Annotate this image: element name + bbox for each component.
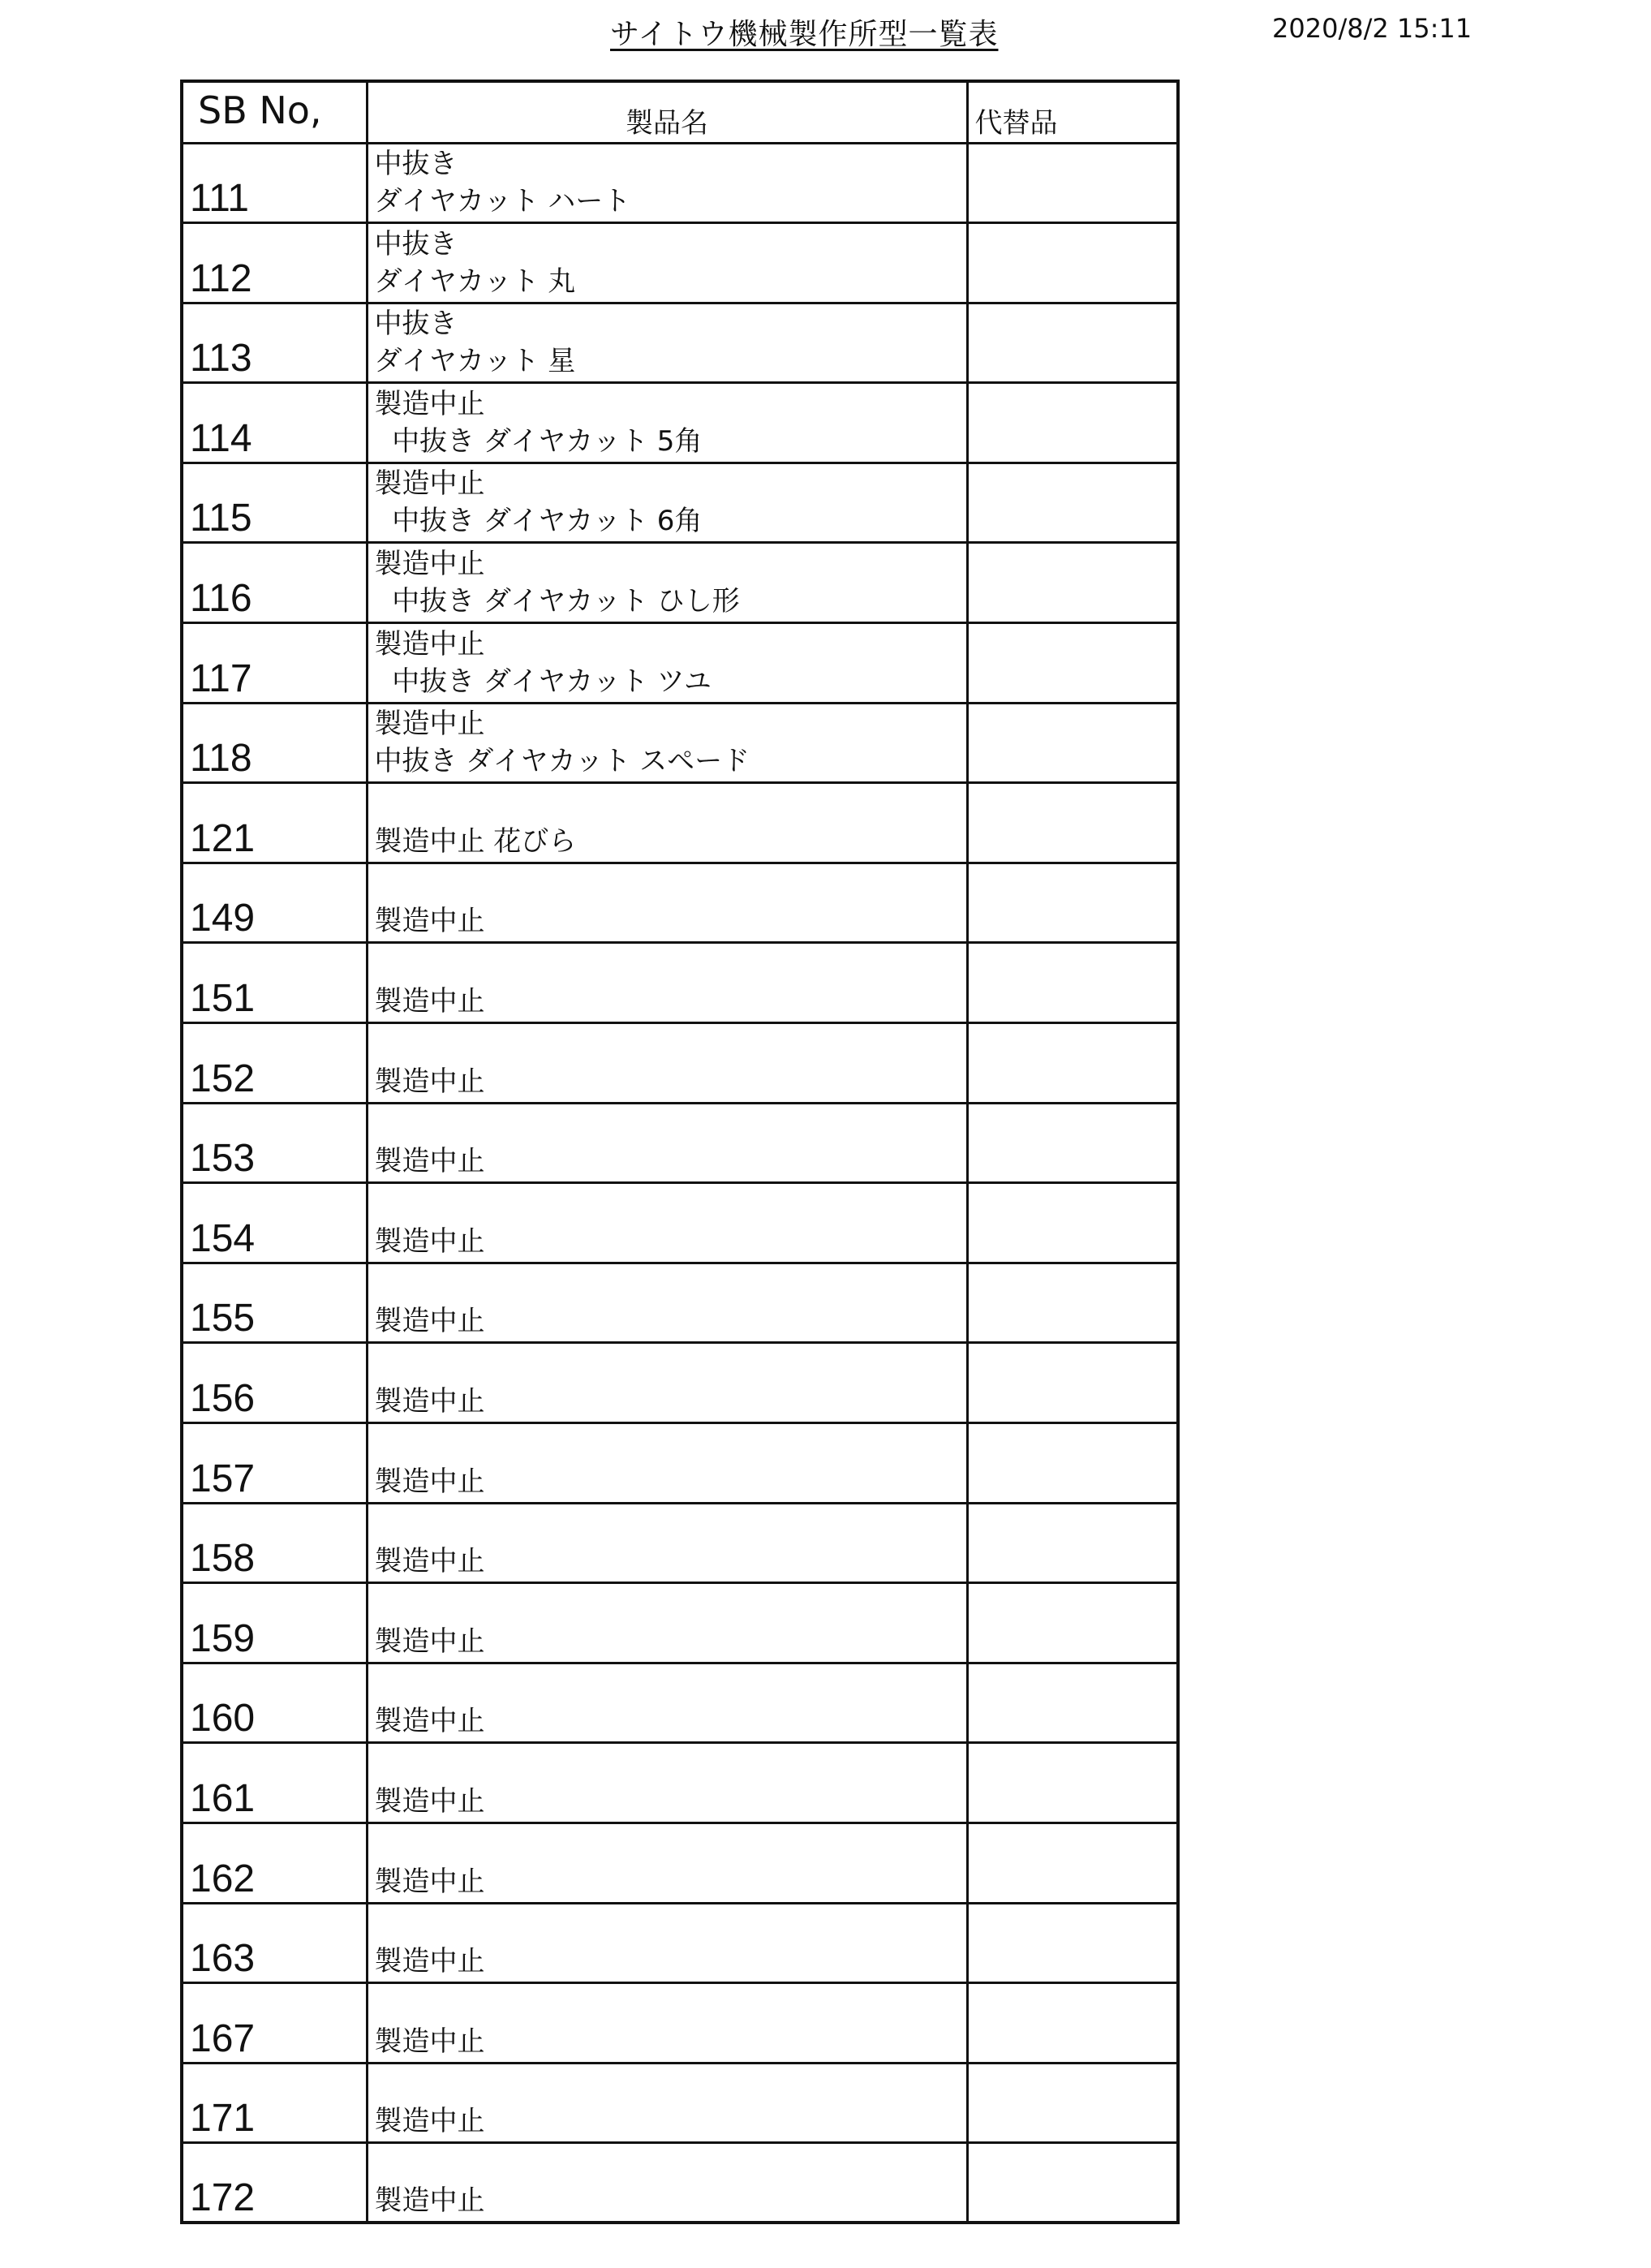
- product-name-cell: [367, 863, 967, 943]
- product-name-line: 中抜き ダイヤカット ツユ: [374, 665, 712, 698]
- sb-number-cell: 159: [182, 1583, 367, 1663]
- product-name-cell: [367, 1983, 967, 2064]
- sb-number-cell: 112: [182, 223, 367, 303]
- table-row: [182, 1503, 1178, 1583]
- product-name-cell: [367, 223, 967, 303]
- product-name-cell: [367, 1183, 967, 1263]
- column-header-substitute: 代替品: [967, 81, 1178, 143]
- substitute-cell: [967, 543, 1178, 623]
- product-name-line: 製造中止: [374, 2184, 485, 2218]
- product-name-line: 製造中止: [374, 1465, 485, 1498]
- sb-number-cell: 161: [182, 1743, 367, 1823]
- sb-number-cell: 158: [182, 1503, 367, 1583]
- substitute-cell: [967, 2143, 1178, 2223]
- sb-number-cell: 167: [182, 1983, 367, 2064]
- product-name-line: 中抜き ダイヤカット 6角: [374, 505, 703, 538]
- product-name-cell: [367, 143, 967, 223]
- product-name-cell: [367, 623, 967, 704]
- table-row: [182, 2143, 1178, 2223]
- product-name-cell: [367, 2063, 967, 2143]
- substitute-cell: [967, 1823, 1178, 1903]
- substitute-cell: [967, 223, 1178, 303]
- column-header-product-name: 製品名: [367, 81, 967, 143]
- product-name-line: ダイヤカット 丸: [374, 265, 576, 298]
- product-name-line: 製造中止: [374, 627, 485, 661]
- table-row: [182, 1903, 1178, 1983]
- substitute-cell: [967, 1343, 1178, 1423]
- product-name-cell: [367, 1583, 967, 1663]
- table-row: [182, 463, 1178, 543]
- substitute-cell: [967, 1583, 1178, 1663]
- substitute-cell: [967, 143, 1178, 223]
- substitute-cell: [967, 1023, 1178, 1104]
- table-row: [182, 1583, 1178, 1663]
- table-row: [182, 1743, 1178, 1823]
- product-name-cell: [367, 1023, 967, 1104]
- product-name-cell: [367, 1823, 967, 1903]
- product-name-cell: [367, 463, 967, 543]
- product-name-line: 中抜き ダイヤカット ひし形: [374, 585, 740, 618]
- table-row: [182, 1183, 1178, 1263]
- column-header-sb-no: SB No,: [182, 81, 367, 143]
- product-name-line: 中抜き ダイヤカット スペード: [374, 745, 750, 778]
- product-name-cell: [367, 1343, 967, 1423]
- product-name-line: ダイヤカット 星: [374, 345, 576, 378]
- table-row: [182, 383, 1178, 463]
- table-row: [182, 863, 1178, 943]
- substitute-cell: [967, 1743, 1178, 1823]
- product-name-cell: [367, 383, 967, 463]
- substitute-cell: [967, 2063, 1178, 2143]
- sb-number-cell: 153: [182, 1103, 367, 1183]
- sb-number-cell: 160: [182, 1663, 367, 1743]
- sb-number-cell: 111: [182, 143, 367, 223]
- sb-number-cell: 156: [182, 1343, 367, 1423]
- substitute-cell: [967, 1503, 1178, 1583]
- table-row: [182, 1983, 1178, 2064]
- sb-number-cell: 172: [182, 2143, 367, 2223]
- product-list-table: [180, 80, 1180, 2224]
- substitute-cell: [967, 1183, 1178, 1263]
- product-name-line: 製造中止: [374, 1305, 485, 1338]
- sb-number-cell: 163: [182, 1903, 367, 1983]
- table-row: [182, 703, 1178, 783]
- product-name-line: 製造中止: [374, 1385, 485, 1418]
- product-name-line: 製造中止: [374, 2025, 485, 2058]
- product-name-cell: [367, 703, 967, 783]
- product-name-line: 製造中止: [374, 1784, 485, 1818]
- substitute-cell: [967, 623, 1178, 704]
- product-name-line: 製造中止: [374, 1145, 485, 1178]
- product-name-cell: [367, 1263, 967, 1343]
- table-row: [182, 1423, 1178, 1504]
- product-name-cell: [367, 1903, 967, 1983]
- product-name-line: 中抜き: [374, 148, 458, 181]
- table-header-row: [182, 81, 1178, 143]
- table-row: [182, 303, 1178, 383]
- substitute-cell: [967, 863, 1178, 943]
- product-name-line: 製造中止: [374, 708, 485, 741]
- table-row: [182, 783, 1178, 863]
- substitute-cell: [967, 783, 1178, 863]
- substitute-cell: [967, 1103, 1178, 1183]
- substitute-cell: [967, 1423, 1178, 1504]
- table-row: [182, 1023, 1178, 1104]
- sb-number-cell: 157: [182, 1423, 367, 1504]
- substitute-cell: [967, 1663, 1178, 1743]
- product-name-line: 製造中止: [374, 467, 485, 501]
- substitute-cell: [967, 303, 1178, 383]
- product-name-line: 中抜き: [374, 308, 458, 341]
- substitute-cell: [967, 943, 1178, 1023]
- document-title: サイトウ機械製作所型一覧表: [610, 18, 999, 51]
- substitute-cell: [967, 1263, 1178, 1343]
- table-row: [182, 2063, 1178, 2143]
- product-name-cell: [367, 1423, 967, 1504]
- table-row: [182, 1823, 1178, 1903]
- substitute-cell: [967, 1983, 1178, 2064]
- sb-number-cell: 171: [182, 2063, 367, 2143]
- product-name-cell: [367, 943, 967, 1023]
- product-name-line: 製造中止: [374, 1545, 485, 1578]
- substitute-cell: [967, 703, 1178, 783]
- sb-number-cell: 116: [182, 543, 367, 623]
- product-name-cell: [367, 543, 967, 623]
- table-row: [182, 1663, 1178, 1743]
- product-name-line: 製造中止: [374, 1065, 485, 1098]
- product-name-cell: [367, 1103, 967, 1183]
- substitute-cell: [967, 1903, 1178, 1983]
- product-name-cell: [367, 1743, 967, 1823]
- sb-number-cell: 155: [182, 1263, 367, 1343]
- product-name-line: ダイヤカット ハート: [374, 185, 631, 218]
- product-name-cell: [367, 303, 967, 383]
- sb-number-cell: 152: [182, 1023, 367, 1104]
- product-name-line: 製造中止: [374, 905, 485, 938]
- product-name-line: 製造中止: [374, 1945, 485, 1978]
- sb-number-cell: 118: [182, 703, 367, 783]
- sb-number-cell: 121: [182, 783, 367, 863]
- table-row: [182, 1263, 1178, 1343]
- sb-number-cell: 149: [182, 863, 367, 943]
- product-name-line: 製造中止: [374, 1625, 485, 1658]
- sb-number-cell: 154: [182, 1183, 367, 1263]
- table-row: [182, 1343, 1178, 1423]
- product-name-line: 中抜き ダイヤカット 5角: [374, 424, 703, 458]
- table-row: [182, 943, 1178, 1023]
- product-name-line: 製造中止: [374, 1865, 485, 1898]
- product-name-line: 中抜き: [374, 227, 458, 260]
- table-body: [182, 143, 1178, 2223]
- product-name-line: 製造中止: [374, 1224, 485, 1258]
- product-name-line: 製造中止: [374, 387, 485, 420]
- table-row: [182, 223, 1178, 303]
- table-row: [182, 1103, 1178, 1183]
- product-name-line: 製造中止 花びら: [374, 824, 577, 858]
- product-name-line: 製造中止: [374, 1705, 485, 1738]
- substitute-cell: [967, 383, 1178, 463]
- substitute-cell: [967, 463, 1178, 543]
- table-row: [182, 543, 1178, 623]
- print-timestamp: 2020/8/2 15:11: [1272, 13, 1473, 44]
- product-name-line: 製造中止: [374, 548, 485, 581]
- product-name-cell: [367, 1503, 967, 1583]
- sb-number-cell: 117: [182, 623, 367, 704]
- table-row: [182, 143, 1178, 223]
- product-name-line: 製造中止: [374, 985, 485, 1018]
- sb-number-cell: 115: [182, 463, 367, 543]
- sb-number-cell: 151: [182, 943, 367, 1023]
- sb-number-cell: 113: [182, 303, 367, 383]
- product-name-line: 製造中止: [374, 2105, 485, 2138]
- sb-number-cell: 114: [182, 383, 367, 463]
- product-name-cell: [367, 783, 967, 863]
- product-name-cell: [367, 2143, 967, 2223]
- table-row: [182, 623, 1178, 704]
- product-name-cell: [367, 1663, 967, 1743]
- sb-number-cell: 162: [182, 1823, 367, 1903]
